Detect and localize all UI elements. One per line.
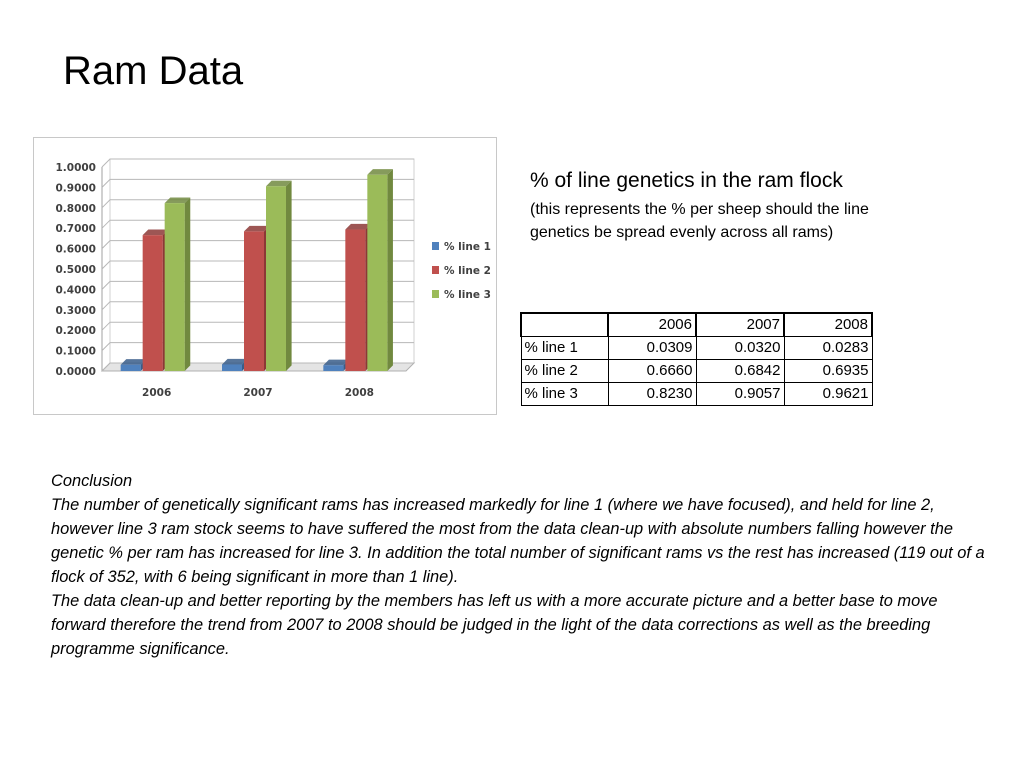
table-year-header: 2006 bbox=[608, 313, 696, 336]
x-tick-label: 2006 bbox=[142, 387, 172, 399]
table-row bbox=[521, 382, 872, 405]
bar-front bbox=[121, 365, 141, 371]
legend-label: % line 3 bbox=[444, 289, 491, 301]
legend-label: % line 1 bbox=[444, 241, 491, 253]
table-cell: 0.0320 bbox=[696, 336, 784, 359]
table-header-row bbox=[521, 313, 872, 336]
table-cell: 0.0283 bbox=[784, 336, 872, 359]
y-tick-label: 0.2000 bbox=[55, 325, 96, 338]
bar-chart bbox=[33, 137, 497, 415]
conclusion-paragraph-2: The data clean-up and better reporting by the members has left us with a more accurate picture and a better base to move forward therefore the trend from 2007 to 2008 should be judged in the light of the data corrections as well as the breeding programme significance. bbox=[51, 592, 938, 658]
table-cell: 0.8230 bbox=[608, 382, 696, 405]
table-row bbox=[521, 336, 872, 359]
table-corner-cell bbox=[521, 313, 608, 336]
table-cell: 0.6842 bbox=[696, 359, 784, 382]
y-tick-label: 1.0000 bbox=[55, 162, 96, 174]
bar-side bbox=[185, 198, 191, 371]
x-tick-label: 2008 bbox=[344, 387, 374, 399]
y-tick-label: 0.6000 bbox=[55, 243, 96, 256]
table-cell: 0.9057 bbox=[696, 382, 784, 405]
slide-title: Ram Data bbox=[63, 49, 244, 93]
y-tick-label: 0.5000 bbox=[55, 264, 96, 276]
y-tick-label: 0.3000 bbox=[55, 304, 96, 317]
table-cell: 0.6660 bbox=[608, 359, 696, 382]
chart-subheading: (this represents the % per sheep should the line genetics be spread evenly across all rams) bbox=[530, 201, 869, 242]
y-tick-label: 0.7000 bbox=[55, 223, 96, 236]
y-tick-label: 0.1000 bbox=[55, 345, 96, 358]
bar-front bbox=[244, 231, 264, 371]
legend-swatch bbox=[432, 266, 439, 274]
legend-swatch bbox=[432, 242, 439, 250]
conclusion-title: Conclusion bbox=[51, 472, 133, 490]
bar-front bbox=[367, 175, 387, 371]
table-row-label: % line 3 bbox=[521, 382, 608, 405]
y-tick-label: 0.0000 bbox=[55, 366, 96, 378]
table-row bbox=[521, 359, 872, 382]
bar-side bbox=[387, 169, 393, 371]
bar-front bbox=[266, 186, 286, 371]
table-year-header: 2007 bbox=[696, 313, 784, 336]
table-year-header: 2008 bbox=[784, 313, 872, 336]
bar-front bbox=[222, 364, 242, 371]
bar bbox=[266, 181, 292, 371]
bar-front bbox=[165, 203, 185, 371]
chart-svg bbox=[34, 138, 496, 414]
x-tick-label: 2007 bbox=[243, 387, 273, 399]
y-tick-label: 0.4000 bbox=[55, 284, 96, 297]
bar bbox=[143, 230, 169, 371]
bar bbox=[165, 198, 191, 371]
table-cell: 0.0309 bbox=[608, 336, 696, 359]
table-cell: 0.6935 bbox=[784, 359, 872, 382]
bar bbox=[121, 359, 147, 371]
bar-front bbox=[345, 230, 365, 371]
conclusion-paragraph-1: The number of genetically significant rams has increased markedly for line 1 (where we have focused), and held for line 2, however line 3 ram stock seems to have suffered the most from the data clean-up with absolute numbers falling however the genetic % per ram has increased for line 3. In addition the total number of significant rams vs the rest has increased (119 out of a flock of 352, with 6 being significant in more than 1 line). bbox=[51, 496, 985, 586]
y-tick-label: 0.8000 bbox=[55, 202, 96, 215]
y-tick-label: 0.9000 bbox=[55, 182, 96, 195]
table-row-label: % line 2 bbox=[521, 359, 608, 382]
bar bbox=[244, 226, 270, 371]
bar-front bbox=[323, 365, 343, 371]
table-row-label: % line 1 bbox=[521, 336, 608, 359]
conclusion-block bbox=[51, 469, 991, 661]
data-table bbox=[520, 312, 873, 406]
legend-swatch bbox=[432, 290, 439, 298]
chart-heading: % of line genetics in the ram flock bbox=[530, 169, 843, 192]
bar bbox=[367, 169, 393, 371]
bar bbox=[222, 359, 248, 371]
bar-side bbox=[286, 181, 292, 371]
table-cell: 0.9621 bbox=[784, 382, 872, 405]
bar bbox=[345, 224, 371, 371]
bar-front bbox=[143, 235, 163, 371]
legend-label: % line 2 bbox=[444, 265, 491, 277]
